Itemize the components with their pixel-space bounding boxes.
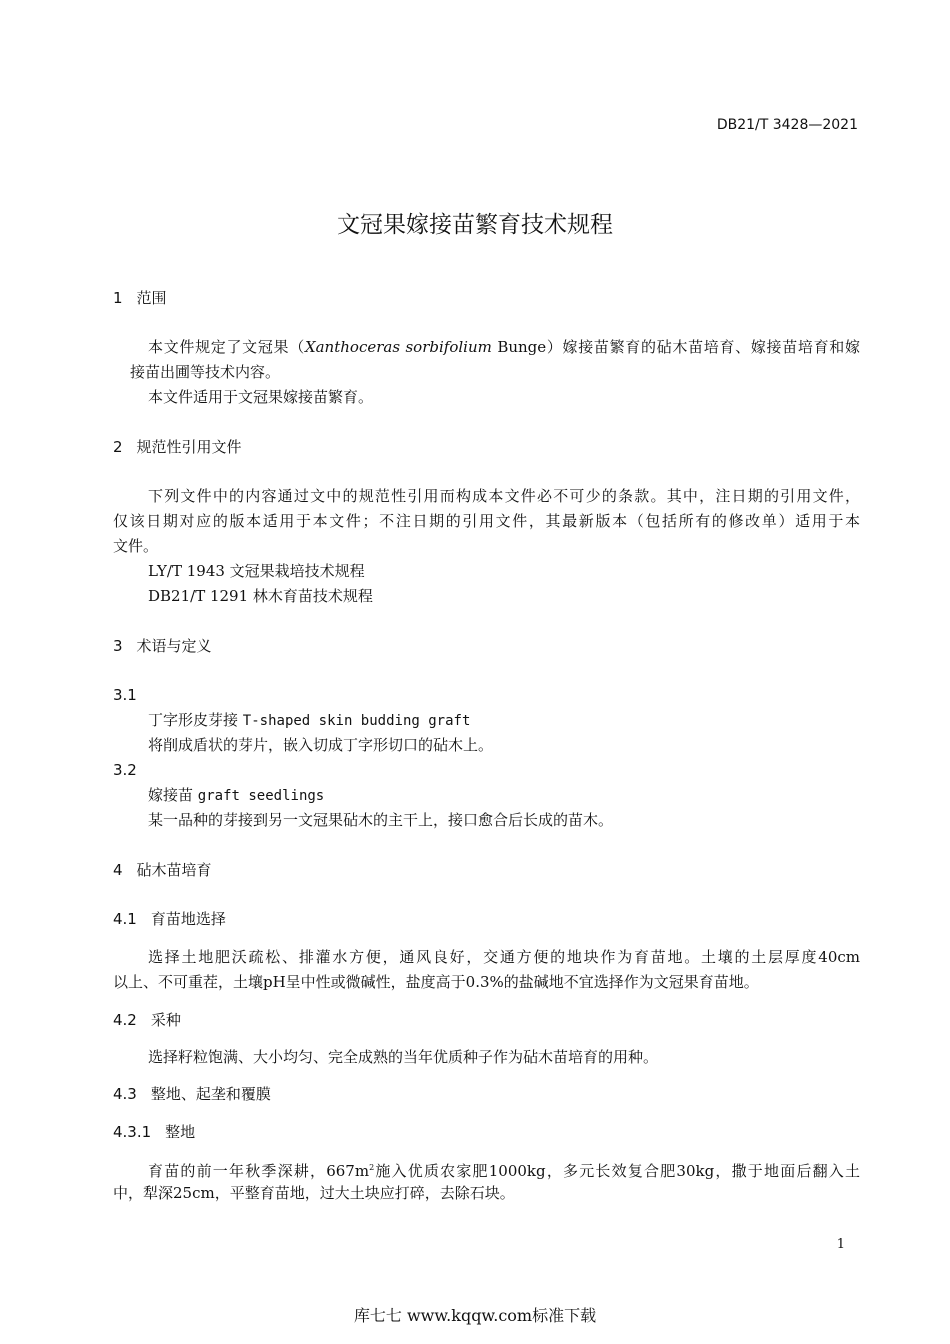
paragraph-line: 选择土地肥沃疏松、排灌水方便，通风良好，交通方便的地块作为育苗地。土壤的土层厚度40cm [148, 948, 860, 966]
section-title: 术语与定义 [136, 637, 212, 655]
subsection-4-2-heading [113, 1010, 181, 1030]
superscript: 2 [369, 1163, 375, 1172]
section-number: 4.3 [113, 1085, 137, 1103]
paragraph-line [148, 1158, 860, 1181]
footer-watermark: 库七七 www.kqqw.com标准下载 [353, 1306, 597, 1325]
subsection-4-3-1-heading [113, 1122, 195, 1142]
term-en: graft seedlings [197, 788, 325, 804]
doc-code: DB21/T 3428—2021 [716, 117, 858, 133]
text: 本文件规定了文冠果（ [148, 338, 305, 356]
section-title: 整地 [165, 1123, 196, 1141]
section-number: 4.1 [113, 910, 137, 928]
paragraph-line: 仅该日期对应的版本适用于本文件；不注日期的引用文件，其最新版本（包括所有的修改单）适用于本 [113, 512, 860, 530]
paragraph-line [148, 337, 860, 357]
section-number: 4.2 [113, 1011, 137, 1029]
term-zh: 丁字形皮芽接 [148, 711, 239, 729]
text: 施入优质农家肥1000kg，多元长效复合肥30kg，撒于地面后翻入土 [374, 1162, 860, 1180]
section-title: 整地、起垄和覆膜 [150, 1085, 271, 1103]
section-1-heading [113, 288, 167, 308]
reference-item: LY/T 1943 文冠果栽培技术规程 [148, 562, 365, 580]
section-number: 2 [113, 438, 123, 456]
paragraph-line: 本文件适用于文冠果嫁接苗繁育。 [148, 388, 374, 406]
section-4-heading [113, 860, 212, 880]
term-title [148, 785, 324, 806]
term-definition: 某一品种的芽接到另一文冠果砧木的主干上，接口愈合后长成的苗木。 [148, 811, 614, 829]
term-title [148, 710, 470, 731]
term-en: T-shaped skin budding graft [242, 713, 471, 729]
section-title: 砧木苗培育 [136, 861, 212, 879]
term-definition: 将削成盾状的芽片，嵌入切成丁字形切口的砧木上。 [148, 736, 494, 754]
section-title: 采种 [150, 1011, 181, 1029]
section-title: 育苗地选择 [150, 910, 226, 928]
subsection-4-3-heading [113, 1084, 271, 1104]
term-zh: 嫁接苗 [148, 786, 194, 804]
text: 育苗的前一年秋季深耕，667m [148, 1162, 370, 1180]
term-number: 3.2 [113, 761, 137, 779]
section-number: 1 [113, 289, 123, 307]
page-title: 文冠果嫁接苗繁育技术规程 [337, 212, 613, 238]
reference-item: DB21/T 1291 林木育苗技术规程 [148, 587, 373, 605]
section-2-heading [113, 437, 242, 457]
section-title: 规范性引用文件 [136, 438, 242, 456]
paragraph-line: 文件。 [113, 537, 159, 555]
paragraph-line: 以上、不可重茬，土壤pH呈中性或微碱性，盐度高于0.3%的盐碱地不宜选择作为文冠果育苗地。 [113, 973, 759, 991]
term-number: 3.1 [113, 686, 137, 704]
page-number: 1 [836, 1237, 845, 1252]
text: Bunge）嫁接苗繁育的砧木苗培育、嫁接苗培育和嫁 [491, 338, 861, 356]
section-title: 范围 [136, 289, 167, 307]
subsection-4-1-heading [113, 909, 226, 929]
latin-name: Xanthoceras sorbifolium [304, 338, 492, 356]
paragraph-line: 选择籽粒饱满、大小均匀、完全成熟的当年优质种子作为砧木苗培育的用种。 [148, 1048, 659, 1066]
paragraph-line: 中，犁深25cm，平整育苗地，过大土块应打碎，去除石块。 [113, 1184, 515, 1202]
paragraph-line: 下列文件中的内容通过文中的规范性引用而构成本文件必不可少的条款。其中，注日期的引用文件， [148, 487, 860, 505]
section-number: 4 [113, 861, 123, 879]
section-number: 3 [113, 637, 123, 655]
section-number: 4.3.1 [113, 1123, 152, 1141]
section-3-heading [113, 636, 212, 656]
paragraph-line: 接苗出圃等技术内容。 [130, 363, 281, 381]
